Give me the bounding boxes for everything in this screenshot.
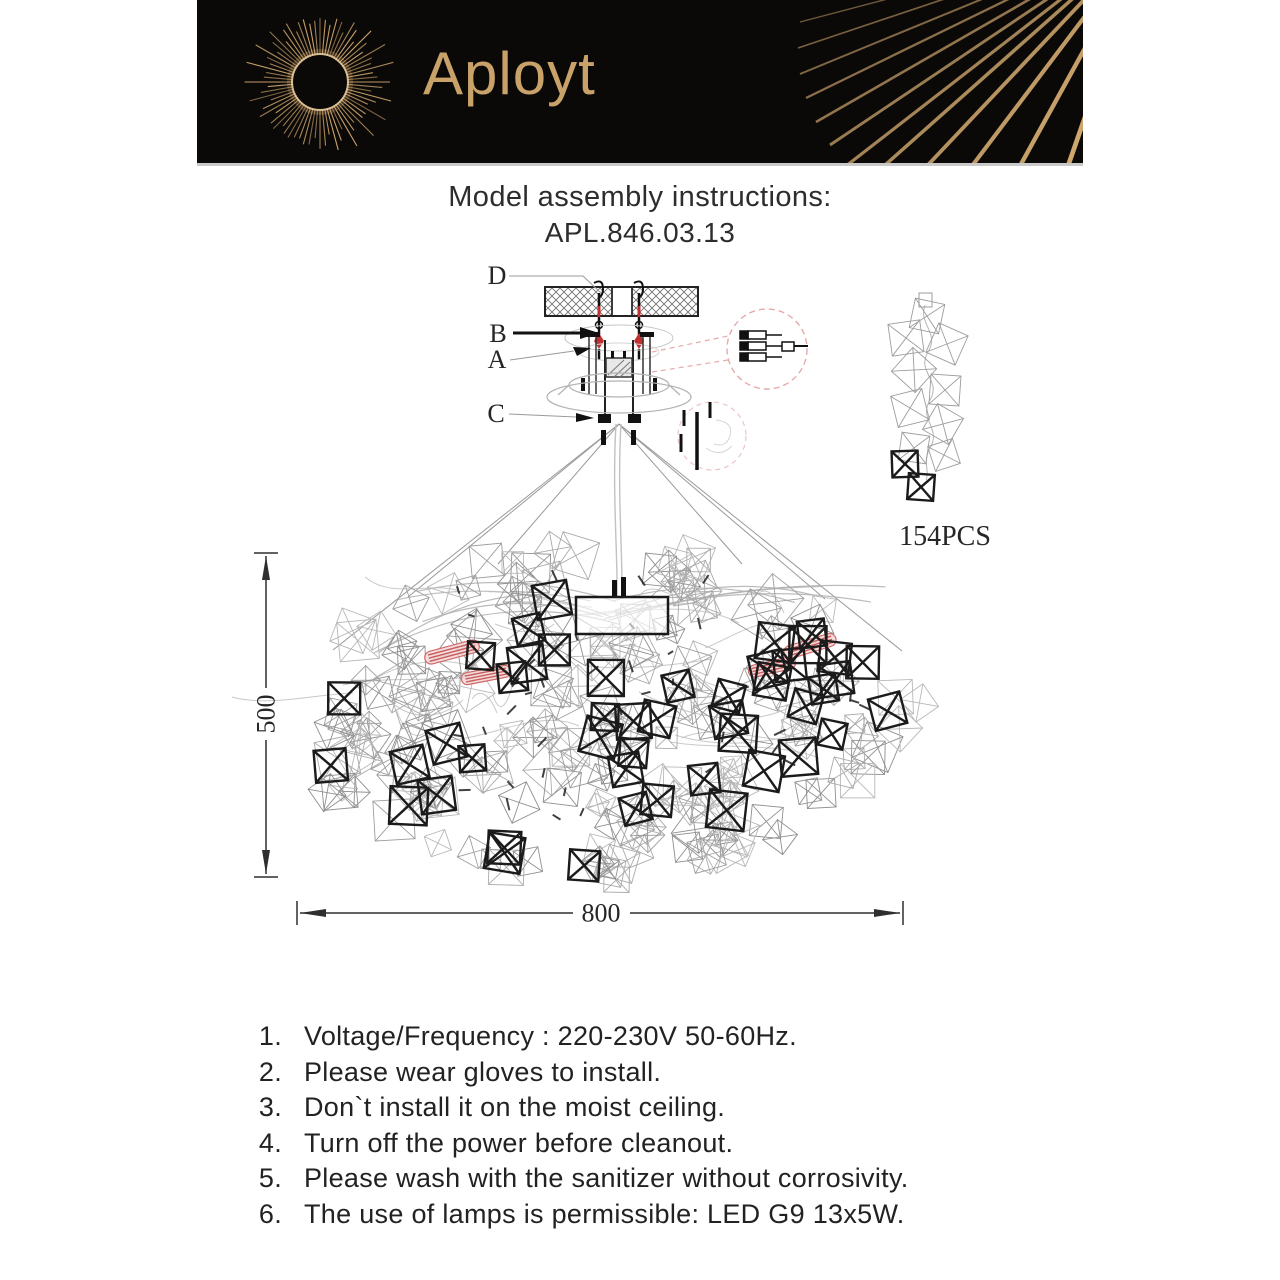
list-item [240,1126,909,1162]
item-number: 5. [258,1163,282,1194]
wire-connector-detail [652,309,808,389]
label-b: B [489,319,507,348]
dimension-height [252,553,281,877]
label-a: A [487,345,507,374]
item-number: 3. [258,1092,282,1123]
pieces-count-label: 154PCS [899,521,991,552]
label-c: C [487,399,505,428]
item-number: 4. [258,1127,282,1158]
list-item [240,1161,909,1197]
item-number: 1. [258,1021,282,1051]
height-dim-label: 500 [251,694,281,734]
label-d: D [487,261,507,290]
item-text: Please wash with the sanitizer without corrosivity. [304,1163,909,1194]
item-text: Voltage/Frequency : 220-230V 50-60Hz. [304,1021,797,1051]
item-number: 2. [258,1056,282,1087]
dimension-width [297,899,903,928]
list-item [240,1090,909,1126]
width-dim-label: 800 [581,898,621,928]
brand-logo-text: Aployt [423,40,596,107]
list-item [240,1055,909,1091]
list-item [240,1019,909,1055]
model-number: APL.846.03.13 [544,217,736,248]
screw-pin-detail [678,402,746,470]
ceiling-mount [545,281,698,445]
list-item [240,1197,909,1233]
item-text: Turn off the power before cleanout. [304,1127,734,1158]
instruction-list [240,1019,909,1233]
item-text: The use of lamps is permissible: LED G9 13x5W. [304,1198,905,1229]
crystal-strand [888,293,968,501]
item-text: Please wear gloves to install. [304,1056,662,1087]
item-number: 6. [258,1198,282,1229]
page-title: Model assembly instructions: [448,181,832,213]
item-text: Don`t install it on the moist ceiling. [304,1092,726,1123]
